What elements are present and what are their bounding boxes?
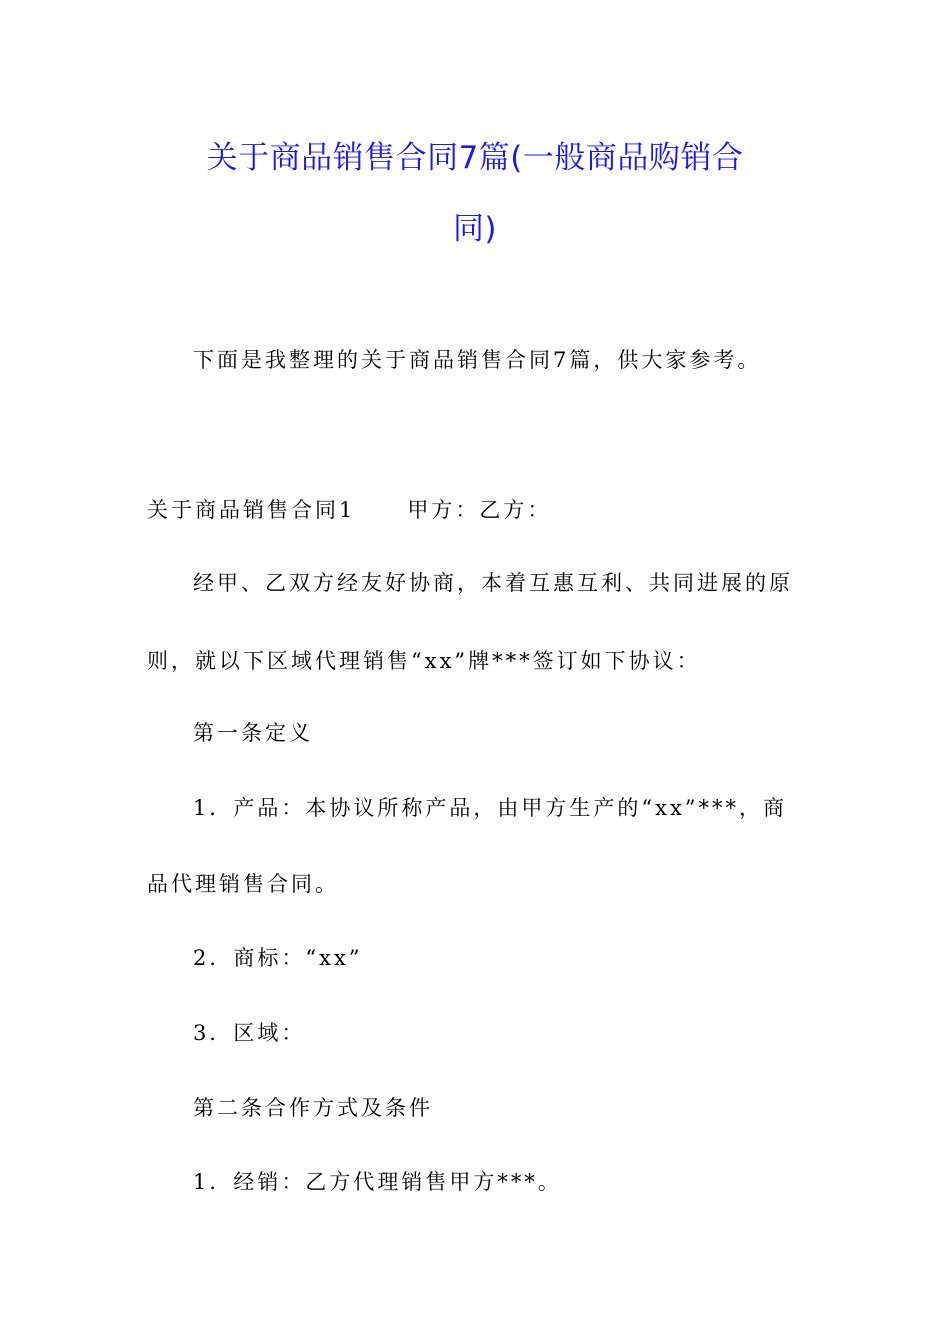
section-heading-row (147, 495, 551, 525)
paragraph-1-line-1: 经甲、乙双方经友好协商，本着互惠互利、共同进展的原 (193, 571, 793, 595)
item-1-line-2: 品代理销售合同。 (147, 872, 339, 896)
item-1-line-1: 1．产品：本协议所称产品，由甲方生产的“xx”***，商 (193, 796, 788, 820)
section-heading: 关于商品销售合同1 (147, 498, 356, 522)
parties-label: 甲方：乙方： (407, 498, 552, 522)
paragraph-1-line-2: 则，就以下区域代理销售“xx”牌***签订如下协议： (147, 649, 701, 673)
document-title-line-2: 同) (452, 211, 498, 247)
article-1-title: 第一条定义 (193, 721, 313, 745)
intro-paragraph: 下面是我整理的关于商品销售合同7篇，供大家参考。 (193, 348, 762, 372)
item-2: 2．商标：“xx” (193, 946, 363, 970)
document-title-line-1: 关于商品销售合同7篇(一般商品购销合 (206, 140, 744, 176)
item-3: 3．区域： (193, 1021, 306, 1045)
article-2-title: 第二条合作方式及条件 (193, 1096, 433, 1120)
item-4: 1．经销：乙方代理销售甲方***。 (193, 1170, 562, 1194)
